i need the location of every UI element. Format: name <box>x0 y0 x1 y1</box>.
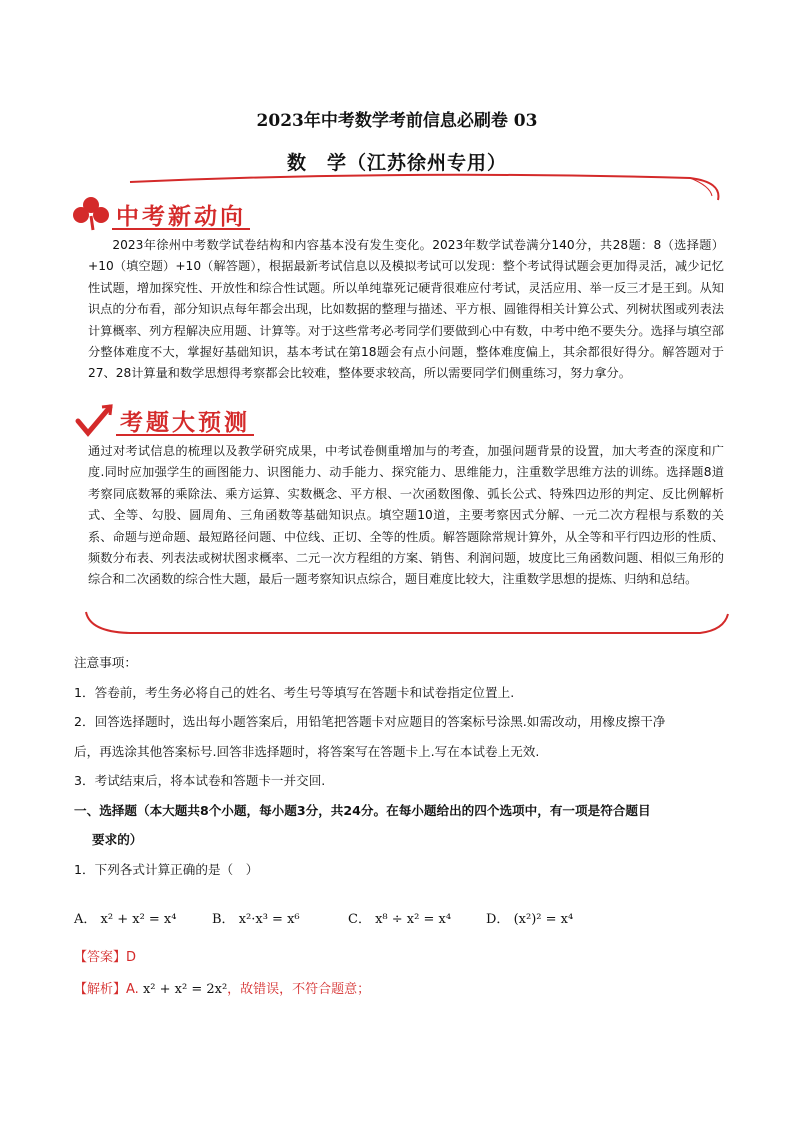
notice-block <box>74 648 724 884</box>
answer-line <box>74 946 136 965</box>
section-body-prediction: 通过对考试信息的梳理以及教学研究成果，中考试卷侧重增加与的考查，加强问题背景的设置，加大考查的深度和广度.同时应加强学生的画图能力、识图能力、动手能力、探究能力、思维能力，注重数学思维方法的训练。选择题8道 考察同底数幂的乘除法、乘方运算、实数概念、平方根、一次函数图像、弧长公式、特殊四边形的判定、反比例解析式、全等、勾股、圆周角、三角函数等基础知识点。填空题10道，主要考察因式分解、一元二次方程根与系数的关系、命题与逆命题、最短路径问题、中位线、正切、全等的性质。解答题除常规计算外，从全等和平行四边形的性质、频数分布表、列表法或树状图求概率、二元一次方程组的方案、销售、利润问题，坡度比三角函数问题、相似三角形的综合和二次函数的综合性大题，最后一题考察知识点综合，题目难度比较大，注重数学思想的提炼、归纳和总结。 <box>88 444 724 587</box>
notice-item-1: 1．答卷前，考生务必将自己的姓名、考生号等填写在答题卡和试卷指定位置上. <box>74 684 515 700</box>
option-c <box>348 908 451 927</box>
option-b <box>212 908 300 927</box>
option-expr: x²·x³ = x⁶ <box>238 912 300 927</box>
option-d <box>486 908 573 927</box>
analysis-rest: ，故错误，不符合题意； <box>227 982 371 997</box>
page-title: 2023年中考数学考前信息必刷卷 03 <box>256 111 538 131</box>
section-heading-trends: 中考新动向 <box>116 204 246 230</box>
option-expr: (x²)² = x⁴ <box>513 912 574 927</box>
page-subtitle: 数 学（江苏徐州专用） <box>286 152 507 174</box>
analysis-prefix: A. <box>126 982 139 997</box>
part1-heading-a: 一、选择题（本大题共8个小题，每小题3分，共24分。在每小题给出的四个选项中，有一项是符合题目 <box>74 802 651 818</box>
analysis-expr: x² + x² = 2x² <box>142 982 228 997</box>
question1-stem: 1．下列各式计算正确的是（ ） <box>74 861 259 877</box>
option-label: B． <box>212 912 235 927</box>
notice-item-2a: 2．回答选择题时，选出每小题答案后，用铅笔把答题卡对应题目的答案标号涂黑.如需改动，用橡皮擦干净 <box>74 714 666 729</box>
notice-item-2b: 后，再选涂其他答案标号.回答非选择题时，将答案写在答题卡上.写在本试卷上无效. <box>74 743 540 759</box>
analysis-line <box>74 978 370 997</box>
answer-value: D <box>126 950 137 965</box>
analysis-tag: 【解析】 <box>74 982 127 997</box>
option-label: C． <box>348 912 371 927</box>
section-heading-prediction: 考题大预测 <box>120 410 250 436</box>
notice-item-3: 3．考试结束后，将本试卷和答题卡一并交回. <box>74 773 326 788</box>
heading-underline <box>116 432 256 438</box>
option-a <box>74 908 176 927</box>
option-label: A． <box>74 912 97 927</box>
option-expr: x² + x² = x⁴ <box>100 912 177 927</box>
heading-underline <box>112 226 252 232</box>
section-body-trends: 2023年徐州中考数学试卷结构和内容基本没有发生变化。2023年数学试卷满分140分，共28题：8（选择题）+10（填空题）+10（解答题），根据最新考试信息以及模拟考试可以发现：整个考试得试题会更加得灵活，减少记忆性试题，增加探究性、开放性和综合性试题。所以单纯靠死记硬背很难应付考试，灵活应用、举一反三才是王到。从知识点的分布看，部分知识点每年都会出现，比如数据的整理与描述、平方根、圆锥得相关计算公式、列树状图或列表法计算概率、列方程解决应用题、计算等。对于这些常考必考同学们要做到心中有数，中考中绝不要失分。选择与填空部分整体难度不大，掌握好基础知识，基本考试在第18题会有点小问题，整体难度偏上，其余都很好得分。解答题对于27、28计算量和数学思想得考察都会比较难，整体要求较高，所以需要同学们侧重练习，努力拿分。 <box>88 238 724 381</box>
option-expr: x⁸ ÷ x² = x⁴ <box>375 912 452 927</box>
check-arrow-icon <box>74 403 114 439</box>
part1-heading-b: 要求的） <box>92 832 143 847</box>
notice-heading: 注意事项： <box>74 655 137 670</box>
clover-icon <box>72 196 110 232</box>
option-label: D． <box>486 912 510 927</box>
answer-tag: 【答案】 <box>74 950 127 965</box>
